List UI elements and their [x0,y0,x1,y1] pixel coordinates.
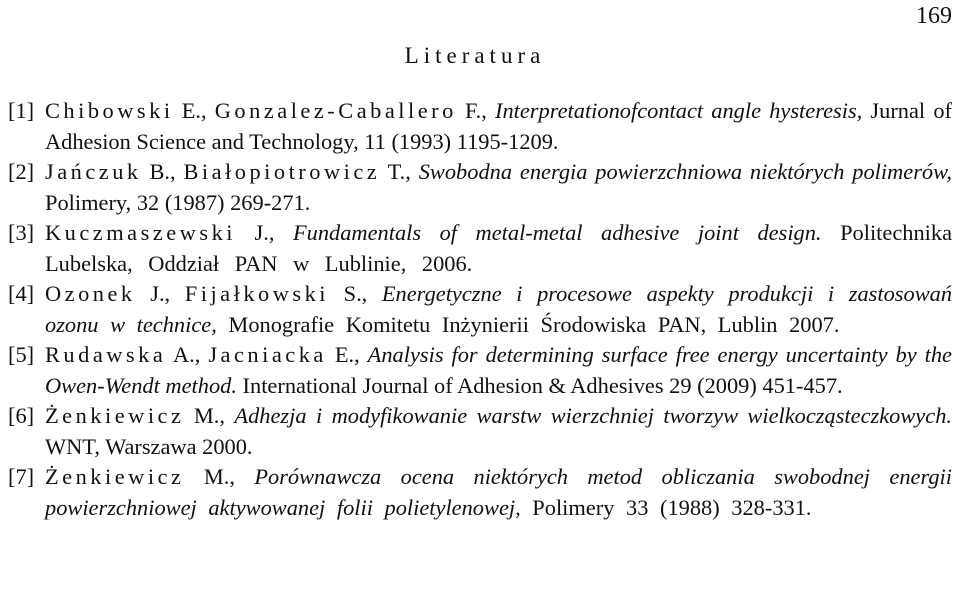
reference-title: Porównawcza ocena niektórych metod obliczania swobodnej energii powierzchniowej aktywowanej folii polietylenowej, [45,464,952,520]
reference-text [45,96,952,157]
reference-title: Adhezja i modyfikowanie warstw wierzchniej tworzyw wielkocząsteczkowych. [234,403,952,428]
reference-item [8,218,952,279]
reference-author: Ozonek [45,281,136,306]
reference-author: Chibowski [45,98,174,123]
reference-separator: B., [141,159,184,184]
reference-source: Politechnika Lubelska, Oddział PAN w Lublinie, 2006. [45,220,953,276]
reference-source: Polimery, 32 (1987) 269-271. [45,189,311,215]
reference-source: WNT, Warszawa 2000. [45,433,253,459]
reference-title: Swobodna energia powierzchniowa niektórych polimerów, [418,159,952,184]
reference-number: [3] [8,220,35,245]
reference-text [45,462,952,523]
reference-separator: E., [173,98,215,123]
reference-title: Analysis for determining surface free energy uncertainty by the Owen-Wendt method. [45,342,952,398]
reference-author: Żenkiewicz [45,403,185,428]
reference-source: Jurnal of Adhesion Science and Technology, 11 (1993) 1195-1209. [45,98,952,154]
reference-separator: A., [166,342,209,367]
reference-author: Rudawska [45,342,167,367]
reference-item [8,279,952,340]
reference-title: Energetyczne i procesowe aspekty produkcji i zastosowań ozonu w technice, [45,281,953,337]
reference-title: Interpretationofcontact angle hysteresis, [495,98,863,123]
reference-item [8,340,952,401]
reference-number: [5] [8,342,35,367]
reference-number: [6] [8,403,35,428]
page-number: 169 [916,3,952,29]
reference-item [8,401,952,462]
reference-number: [1] [8,98,35,123]
reference-author: Gonzalez-Caballero [214,98,457,123]
reference-number: [7] [8,464,35,489]
section-heading: Literatura [404,43,546,68]
reference-author: Jacniacka [208,342,327,367]
reference-separator: E., [326,342,368,367]
reference-author: Żenkiewicz [45,464,185,489]
reference-separator: S., [329,281,382,306]
reference-author: Fijałkowski [184,281,330,306]
reference-author: Jańczuk [45,159,142,184]
reference-item [8,157,952,218]
reference-source: Monografie Komitetu Inżynierii Środowiska PAN, Lublin 2007. [216,311,840,337]
reference-number: [4] [8,281,35,306]
reference-text [45,157,952,218]
reference-item [8,96,952,157]
reference-author: Kuczmaszewski [45,220,236,245]
reference-text [45,218,952,279]
reference-separator: M., [184,403,235,428]
reference-separator: J., [135,281,185,306]
reference-separator: T., [380,159,419,184]
reference-text [45,279,952,340]
reference-list [8,96,952,523]
reference-item [8,462,952,523]
reference-source: International Journal of Adhesion & Adhesives 29 (2009) 451-457. [236,372,843,398]
reference-text [45,401,952,462]
reference-title: Fundamentals of metal-metal adhesive joint design. [292,220,822,245]
reference-author: Białopiotrowicz [183,159,381,184]
reference-number: [2] [8,159,35,184]
reference-source: Polimery 33 (1988) 328-331. [520,494,812,520]
reference-separator: J., [236,220,293,245]
reference-separator: F., [456,98,495,123]
reference-separator: M., [184,464,255,489]
reference-text [45,340,952,401]
